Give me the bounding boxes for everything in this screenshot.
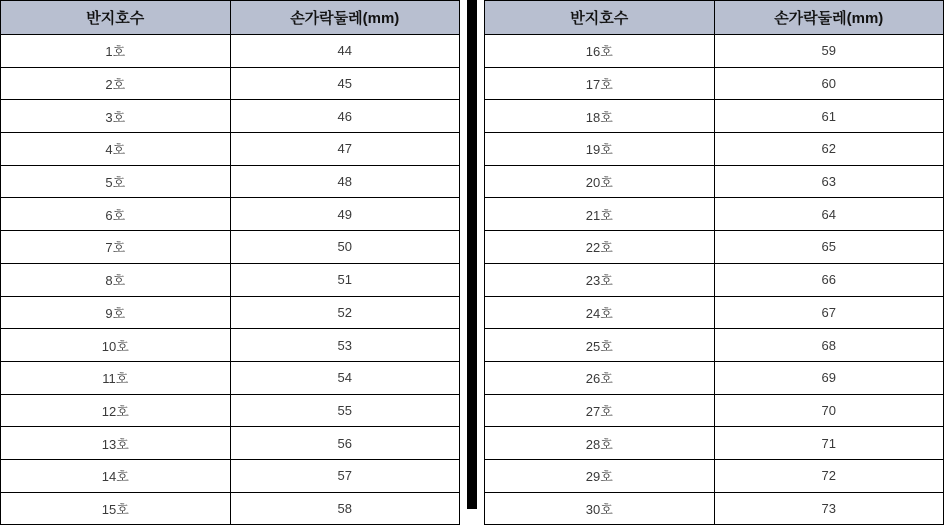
table-row [1, 133, 460, 166]
cell-circumference: 48 [230, 165, 460, 198]
cell-ring-size: 23호 [485, 263, 715, 296]
table-row [485, 394, 944, 427]
table-header-row [485, 1, 944, 35]
cell-ring-size: 10호 [1, 329, 231, 362]
table-row [1, 296, 460, 329]
divider-bar [467, 0, 477, 509]
cell-circumference: 50 [230, 231, 460, 264]
cell-ring-size: 17호 [485, 67, 715, 100]
cell-circumference: 67 [714, 296, 944, 329]
cell-circumference: 65 [714, 231, 944, 264]
table-row [485, 35, 944, 68]
table-row [1, 427, 460, 460]
table-row [485, 459, 944, 492]
cell-ring-size: 28호 [485, 427, 715, 460]
cell-circumference: 68 [714, 329, 944, 362]
cell-circumference: 56 [230, 427, 460, 460]
table-row [1, 361, 460, 394]
cell-ring-size: 20호 [485, 165, 715, 198]
table-row [1, 231, 460, 264]
table-row [485, 361, 944, 394]
table-row [485, 133, 944, 166]
cell-ring-size: 1호 [1, 35, 231, 68]
cell-circumference: 60 [714, 67, 944, 100]
table-row [485, 67, 944, 100]
cell-circumference: 64 [714, 198, 944, 231]
table-row [485, 198, 944, 231]
table-row [1, 100, 460, 133]
cell-circumference: 70 [714, 394, 944, 427]
table-row [485, 427, 944, 460]
cell-ring-size: 15호 [1, 492, 231, 525]
ring-size-table-left [0, 0, 460, 525]
cell-circumference: 53 [230, 329, 460, 362]
table-row [485, 100, 944, 133]
column-header-ring-size: 반지호수 [1, 1, 231, 35]
cell-ring-size: 2호 [1, 67, 231, 100]
cell-ring-size: 25호 [485, 329, 715, 362]
cell-circumference: 69 [714, 361, 944, 394]
cell-ring-size: 3호 [1, 100, 231, 133]
cell-circumference: 61 [714, 100, 944, 133]
table-row [1, 35, 460, 68]
cell-circumference: 62 [714, 133, 944, 166]
cell-ring-size: 30호 [485, 492, 715, 525]
cell-ring-size: 8호 [1, 263, 231, 296]
cell-circumference: 45 [230, 67, 460, 100]
table-row [485, 492, 944, 525]
table-row [1, 394, 460, 427]
cell-circumference: 57 [230, 459, 460, 492]
table-row [485, 296, 944, 329]
table-row [485, 329, 944, 362]
column-divider [460, 0, 484, 509]
cell-ring-size: 5호 [1, 165, 231, 198]
cell-circumference: 49 [230, 198, 460, 231]
cell-ring-size: 12호 [1, 394, 231, 427]
table-header-row [1, 1, 460, 35]
table-row [1, 198, 460, 231]
cell-circumference: 73 [714, 492, 944, 525]
cell-circumference: 44 [230, 35, 460, 68]
cell-ring-size: 11호 [1, 361, 231, 394]
table-row [1, 263, 460, 296]
cell-circumference: 55 [230, 394, 460, 427]
cell-circumference: 54 [230, 361, 460, 394]
table-row [485, 231, 944, 264]
column-header-ring-size: 반지호수 [485, 1, 715, 35]
cell-circumference: 58 [230, 492, 460, 525]
cell-circumference: 72 [714, 459, 944, 492]
table-row [1, 67, 460, 100]
cell-ring-size: 24호 [485, 296, 715, 329]
cell-circumference: 63 [714, 165, 944, 198]
cell-ring-size: 26호 [485, 361, 715, 394]
cell-ring-size: 18호 [485, 100, 715, 133]
cell-ring-size: 9호 [1, 296, 231, 329]
cell-ring-size: 27호 [485, 394, 715, 427]
table-row [1, 492, 460, 525]
cell-ring-size: 22호 [485, 231, 715, 264]
cell-ring-size: 16호 [485, 35, 715, 68]
column-header-finger-circumference: 손가락둘레(mm) [714, 1, 944, 35]
table-row [485, 263, 944, 296]
cell-ring-size: 21호 [485, 198, 715, 231]
cell-ring-size: 4호 [1, 133, 231, 166]
cell-ring-size: 19호 [485, 133, 715, 166]
cell-circumference: 47 [230, 133, 460, 166]
cell-circumference: 59 [714, 35, 944, 68]
table-row [1, 459, 460, 492]
cell-circumference: 46 [230, 100, 460, 133]
cell-ring-size: 29호 [485, 459, 715, 492]
table-row [1, 329, 460, 362]
cell-ring-size: 7호 [1, 231, 231, 264]
cell-circumference: 66 [714, 263, 944, 296]
ring-size-table-right [484, 0, 944, 525]
column-header-finger-circumference: 손가락둘레(mm) [230, 1, 460, 35]
table-body-left [1, 35, 460, 525]
table-row [485, 165, 944, 198]
cell-circumference: 71 [714, 427, 944, 460]
table-row [1, 165, 460, 198]
cell-ring-size: 6호 [1, 198, 231, 231]
cell-ring-size: 13호 [1, 427, 231, 460]
table-body-right [485, 35, 944, 525]
cell-ring-size: 14호 [1, 459, 231, 492]
cell-circumference: 51 [230, 263, 460, 296]
cell-circumference: 52 [230, 296, 460, 329]
